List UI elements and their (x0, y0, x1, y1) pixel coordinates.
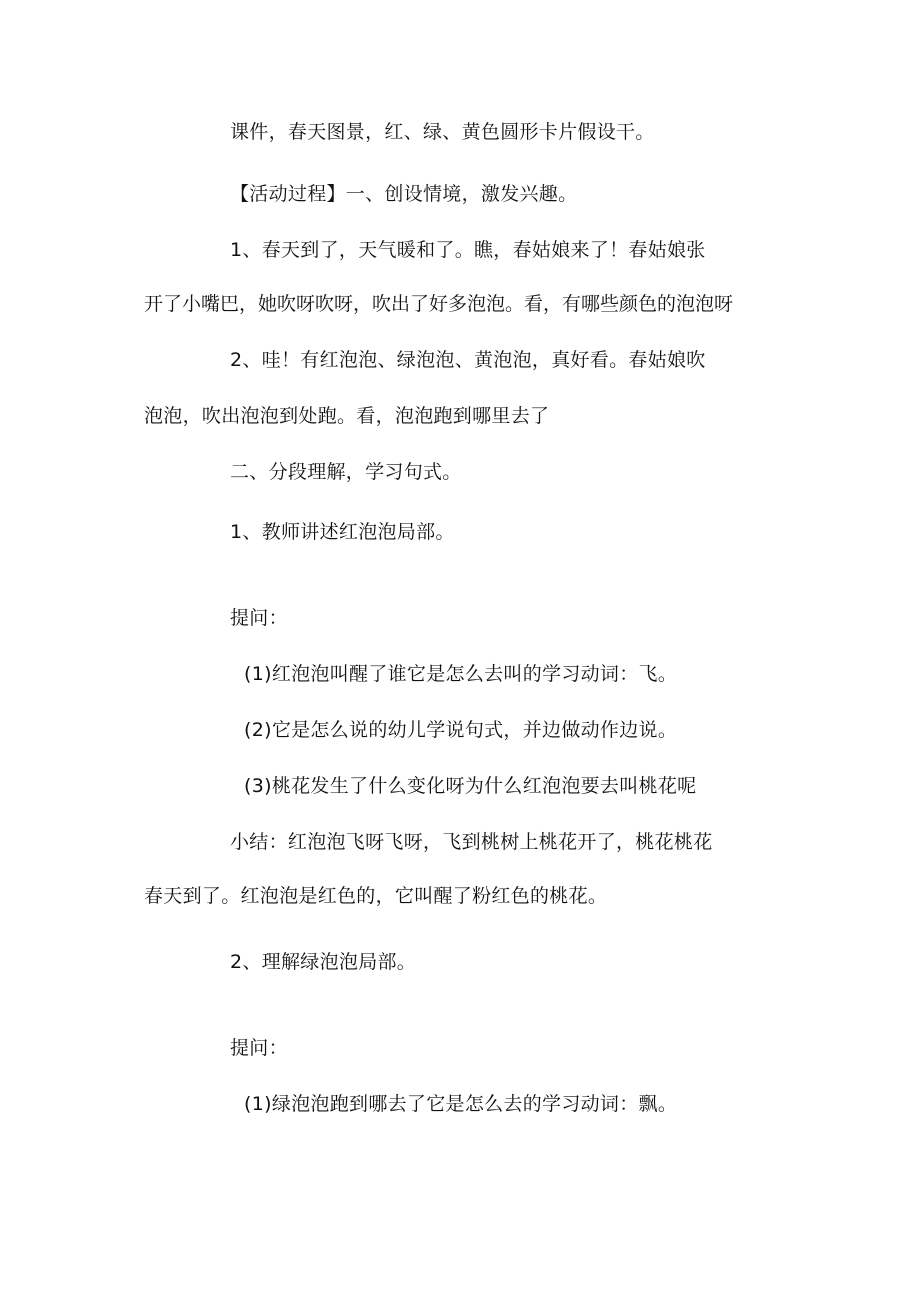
text-line-summary: 小结：红泡泡飞呀飞呀，飞到桃树上桃花开了，桃花桃花 (230, 831, 713, 853)
question-item-2: (2)它是怎么说的幼儿学说句式，并边做动作边说。 (244, 719, 678, 741)
text-line-step-2-continued: 泡泡，吹出泡泡到处跑。看，泡泡跑到哪里去了 (144, 405, 550, 427)
text-line-question-label-2: 提问： (230, 1037, 288, 1059)
question-item-3: (3)桃花发生了什么变化呀为什么红泡泡要去叫桃花呢 (244, 775, 697, 797)
question-item-green-1: (1)绿泡泡跑到哪去了它是怎么去的学习动词：飘。 (244, 1093, 678, 1115)
text-line-question-label: 提问： (230, 607, 288, 629)
text-line-green-bubble: 2、理解绿泡泡局部。 (230, 951, 417, 973)
text-line-step-2: 2、哇！有红泡泡、绿泡泡、黄泡泡，真好看。春姑娘吹 (230, 349, 706, 371)
text-line-teacher-narrates: 1、教师讲述红泡泡局部。 (230, 521, 455, 543)
text-line-materials: 课件，春天图景，红、绿、黄色圆形卡片假设干。 (230, 121, 655, 143)
text-line-summary-continued: 春天到了。红泡泡是红色的，它叫醒了粉红色的桃花。 (144, 885, 608, 907)
section-heading-part-2: 二、分段理解，学习句式。 (230, 461, 462, 483)
section-heading-activity-process: 【活动过程】一、创设情境，激发兴趣。 (230, 183, 578, 205)
text-line-step-1-continued: 开了小嘴巴，她吹呀吹呀，吹出了好多泡泡。看，有哪些颜色的泡泡呀 (144, 293, 734, 315)
question-item-1: (1)红泡泡叫醒了谁它是怎么去叫的学习动词：飞。 (244, 663, 678, 685)
text-line-step-1: 1、春天到了，天气暖和了。瞧，春姑娘来了！春姑娘张 (230, 239, 706, 261)
